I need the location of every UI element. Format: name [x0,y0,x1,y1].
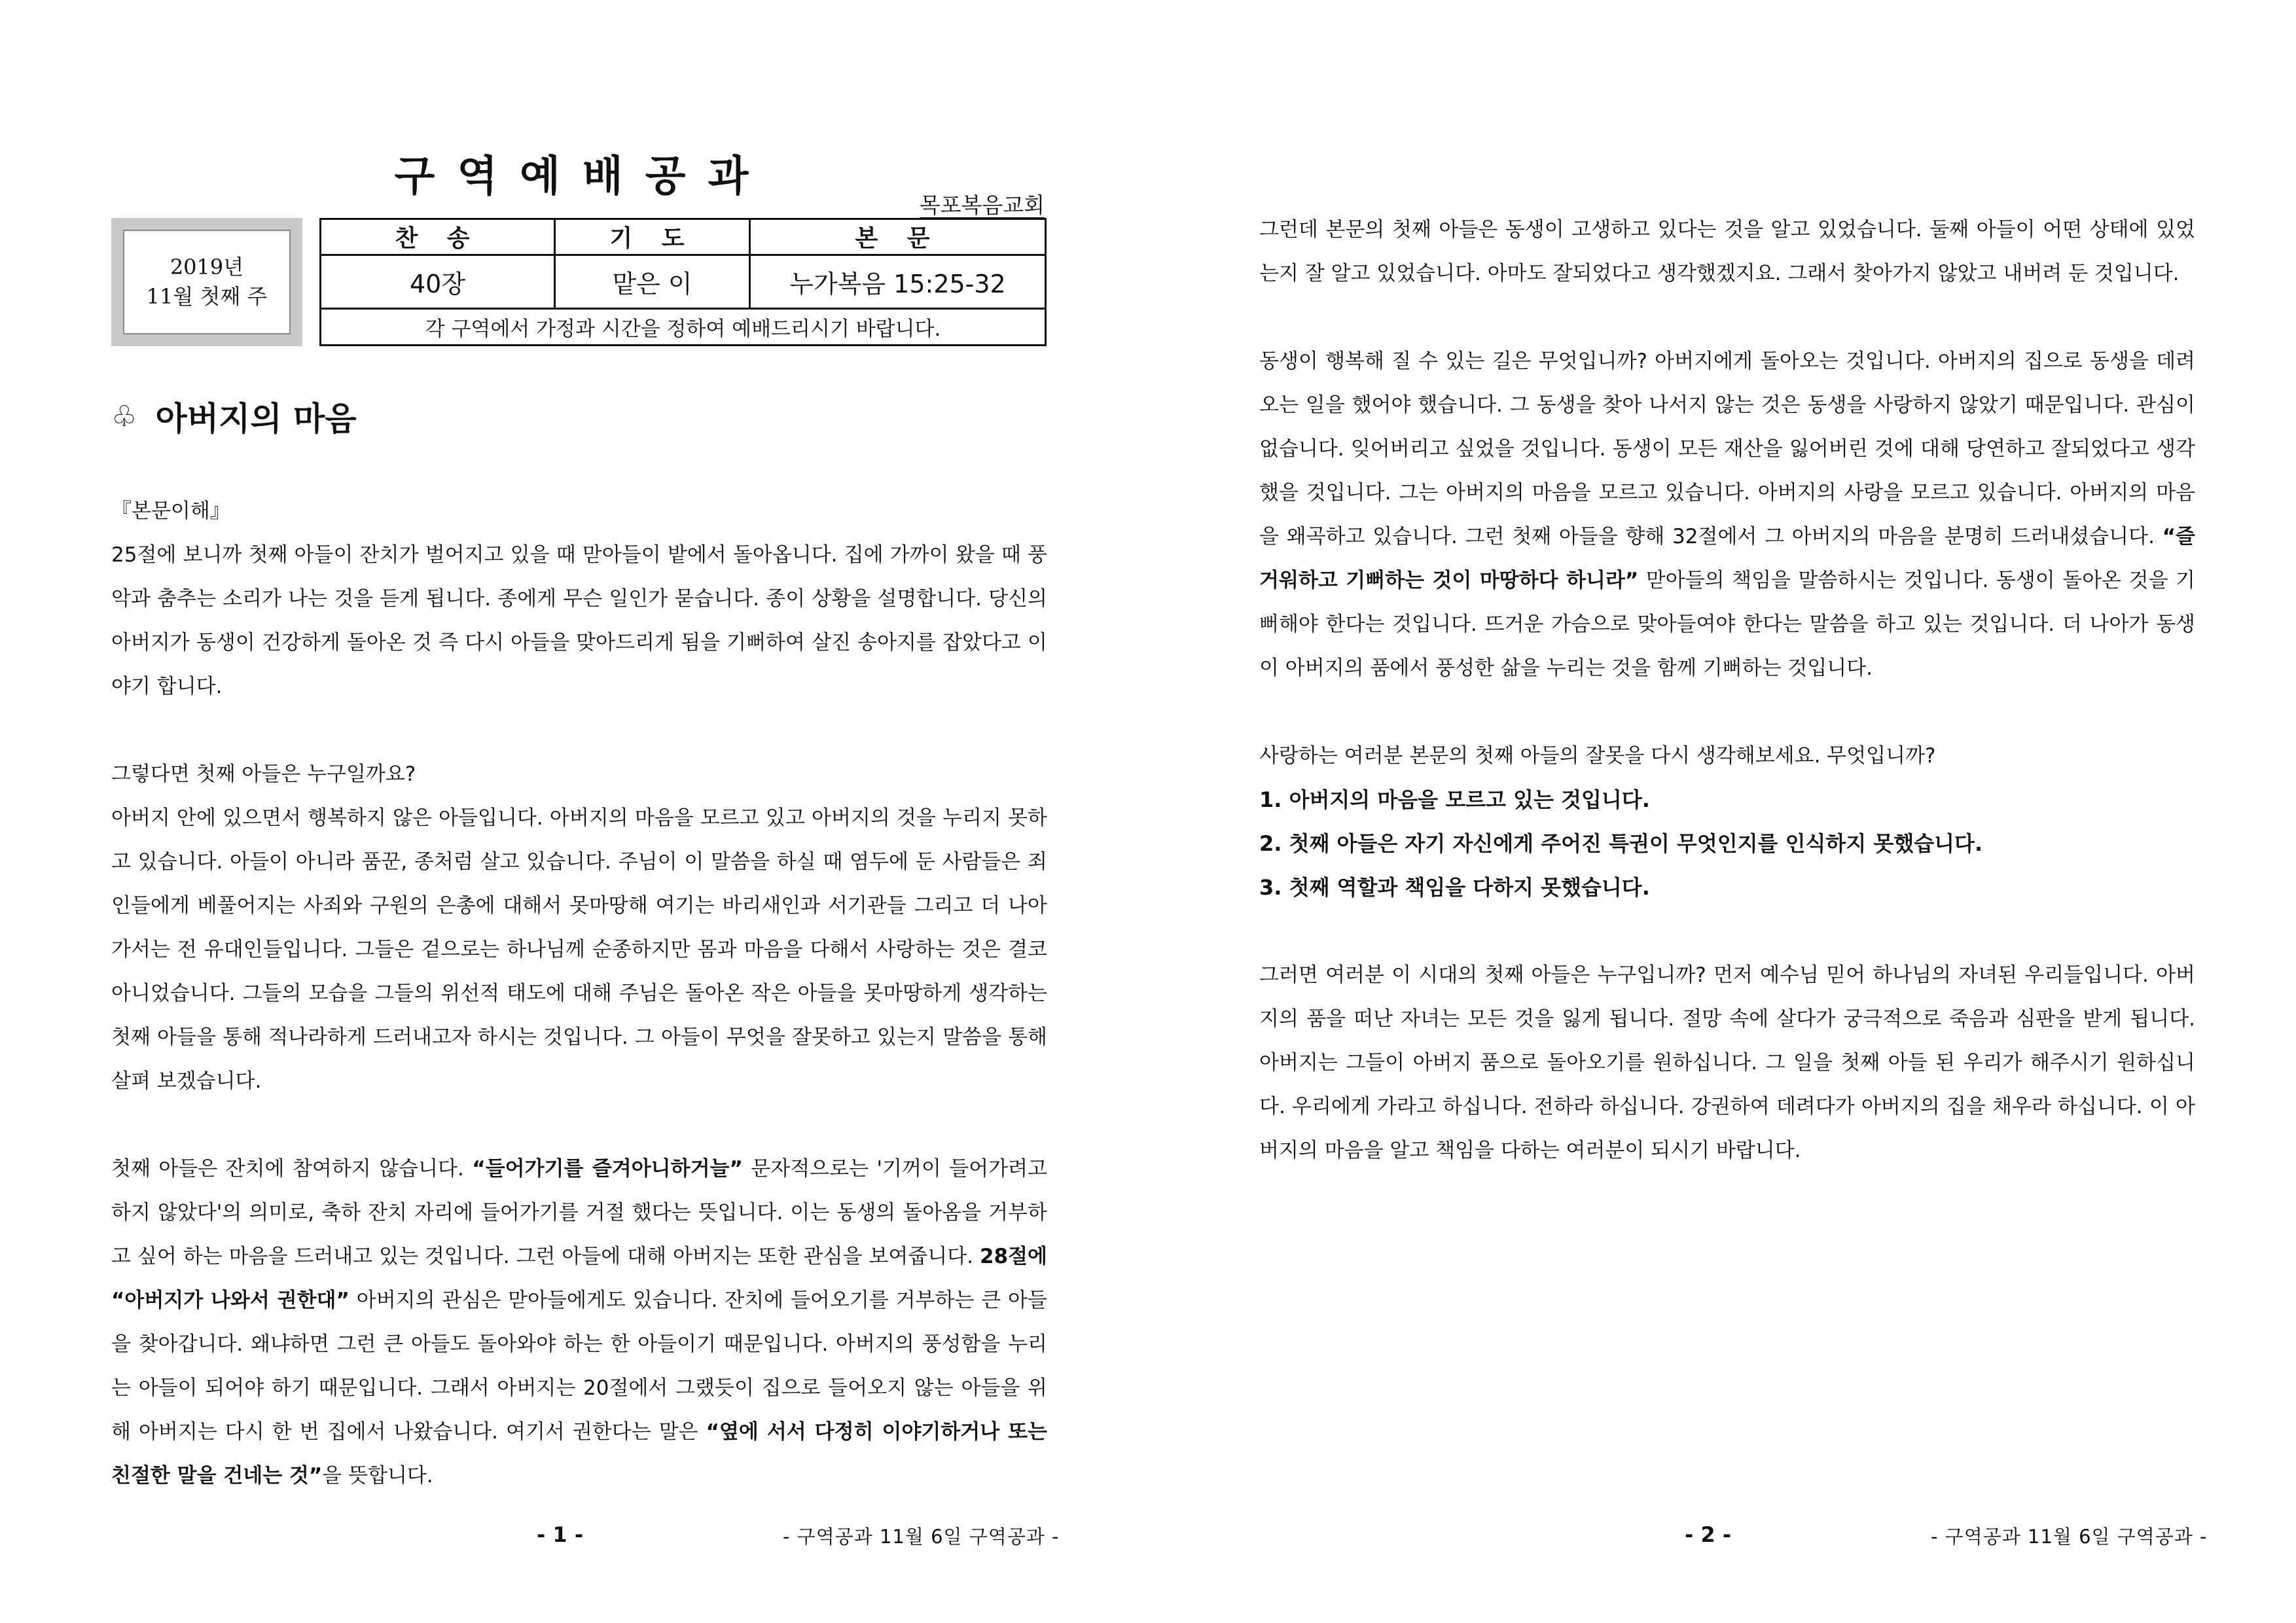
church-name: 목포복음교회 [919,192,1045,218]
hymn-value: 40장 [321,255,555,308]
page-number: - 2 - [1685,1522,1732,1547]
paragraph [1259,340,2195,690]
text-understanding-label: 『본문이해』 [111,499,230,523]
paragraph: 그러면 여러분 이 시대의 첫째 아들은 누구입니까? 먼저 예수님 믿어 하나님의 자녀된 우리들입니다. 아버지의 품을 떠난 자녀는 모든 것을 잃게 됩니다. 절망 속에 살다가 궁극적으로 죽음과 심판을 받게 됩니다. 아버지는 그들이 아버지 품으로 돌아오기를 원하십니다. 그 일을 첫째 아들 된 우리가 해주시기 원하십니다. 우리에게 가라고 하십니다. 전하라 하십니다. 강권하여 데려다가 아버지의 집을 채우라 하십니다. 이 아버지의 마음을 알고 책임을 다하는 여러분이 되시기 바랍니다. [1259,963,2195,1162]
page-footer: - 구역공과 11월 6일 구역공과 - [1931,1525,2208,1548]
bold-quote: “즐거워하고 기뻐하는 것이 마땅하다 하니라” [1259,525,2195,592]
page-number: - 1 - [537,1522,584,1547]
question: 사랑하는 여러분 본문의 첫째 아들의 잘못을 다시 생각해보세요. 무엇입니까? [1259,744,1936,768]
paragraph: 아버지 안에 있으면서 행복하지 않은 아들입니다. 아버지의 마음을 모르고 있고 아버지의 것을 누리지 못하고 있습니다. 아들이 아니라 품꾼, 종처럼 살고 있습니다. 주님이 이 말씀을 하실 때 염두에 둔 사람들은 죄인들에게 베풀어지는 사죄와 구원의 은총에 대해서 못마땅해 여기는 바리새인과 서기관들 그리고 더 나아가서는 전 유대인들입니다. 그들은 겉으로는 하나님께 순종하지만 몸과 마음을 다해서 사랑하는 것은 결코 아니었습니다. 그들의 모습을 그들의 위선적 태도에 대해 주님은 돌아온 작은 아들을 못마땅하게 생각하는 첫째 아들을 통해 적나라하게 드러내고자 하시는 것입니다. 그 아들이 무엇을 잘못하고 있는지 말씀을 통해 살펴 보겠습니다. [111,806,1047,1093]
page-footer: - 구역공과 11월 6일 구역공과 - [783,1525,1060,1548]
date-inner [123,230,291,334]
date-year: 2019년 [170,255,244,280]
header-prayer: 기 도 [555,219,750,255]
right-body [1259,208,2195,1173]
question: 그렇다면 첫째 아들은 누구일까요? [111,762,416,786]
table-note-row [321,309,1046,346]
header-hymn: 찬 송 [321,219,555,255]
bold-quote: 28절에 “아버지가 나와서 권한대” [111,1245,1047,1312]
bold-quote: “옆에 서서 다정히 이야기하거나 또는 친절한 말을 건네는 것” [111,1420,1047,1488]
page-title: 구역예배공과 [394,152,771,201]
header-scripture: 본 문 [750,219,1046,255]
section-title-text: 아버지의 마음 [155,400,357,438]
table-header-row [321,219,1046,255]
text-run: 문자적으로는 '기꺼이 들어가려고 하지 않았다'의 의미로, 축하 잔치 자리에 들어가기를 거절 했다는 뜻입니다. 이는 동생의 돌아옴을 거부하고 싶어 하는 마음을 드러내고 있는 것입니다. 그런 아들에 대해 아버지는 또한 관심을 보여줍니다. [111,1157,1048,1268]
list-item: 3. 첫째 역할과 책임을 다하지 못했습니다. [1259,875,1650,900]
paragraph [111,1147,1047,1498]
bold-quote: “들어가기를 즐겨아니하거늘” [472,1157,743,1181]
page-2 [1148,0,2296,1623]
table-value-row [321,255,1046,308]
worship-info-table [319,218,1047,346]
date-week: 11월 첫째 주 [146,284,268,309]
paragraph: 그런데 본문의 첫째 아들은 동생이 고생하고 있다는 것을 알고 있었습니다. 둘째 아들이 어떤 상태에 있었는지 잘 알고 있었습니다. 아마도 잘되었다고 생각했겠지요. 그래서 찾아가지 않았고 내버려 둔 것입니다. [1259,218,2195,285]
list-item: 1. 아버지의 마음을 모르고 있는 것입니다. [1259,787,1650,812]
list-item: 2. 첫째 아들은 자기 자신에게 주어진 특권이 무엇인지를 인식하지 못했습니다. [1259,831,1983,856]
text-run: 아버지의 관심은 맏아들에게도 있습니다. 잔치에 들어오기를 거부하는 큰 아들을 찾아갑니다. 왜냐하면 그런 큰 아들도 돌아와야 하는 한 아들이기 때문입니다. 아버지의 풍성함을 누리는 아들이 되어야 하기 때문입니다. 그래서 아버지는 20절에서 그랬듯이 집으로 들어오지 않는 아들을 위해 아버지는 다시 한 번 집에서 나왔습니다. 여기서 권한다는 말은 [111,1289,1048,1444]
text-run: 맏아들의 책임을 말씀하시는 것입니다. 동생이 돌아온 것을 기뻐해야 한다는 것입니다. 뜨거운 가슴으로 맞아들여야 한다는 말씀을 하고 있는 것입니다. 더 나아가 동생이 아버지의 품에서 풍성한 삶을 누리는 것을 함께 기뻐하는 것입니다. [1259,569,2196,680]
table-note: 각 구역에서 가정과 시간을 정하여 예배드리시기 바랍니다. [321,309,1046,346]
scripture-value: 누가복음 15:25-32 [750,255,1046,308]
text-run: 동생이 행복해 질 수 있는 길은 무엇입니까? 아버지에게 돌아오는 것입니다. 아버지의 집으로 동생을 데려오는 일을 했어야 했습니다. 그 동생을 찾아 나서지 않는 것은 동생을 사랑하지 않았기 때문입니다. 관심이 없습니다. 잊어버리고 싶었을 것입니다. 동생이 모든 재산을 잃어버린 것에 대해 당연하고 잘되었다고 생각했을 것입니다. 그는 아버지의 마음을 모르고 있습니다. 아버지의 사랑을 모르고 있습니다. 아버지의 마음을 왜곡하고 있습니다. 그런 첫째 아들을 향해 32절에서 그 아버지의 마음을 분명히 드러내셨습니다. [1259,349,2195,548]
section-heading [111,393,357,440]
paragraph: 25절에 보니까 첫째 아들이 잔치가 벌어지고 있을 때 맏아들이 밭에서 돌아옵니다. 집에 가까이 왔을 때 풍악과 춤추는 소리가 나는 것을 듣게 됩니다. 종에게 무슨 일인가 묻습니다. 종이 상황을 설명합니다. 당신의 아버지가 동생이 건강하게 돌아온 것 즉 다시 아들을 맞아드리게 됨을 기뻐하여 살진 송아지를 잡았다고 이야기 합니다. [111,543,1047,698]
text-run: 첫째 아들은 잔치에 참여하지 않습니다. [111,1157,473,1181]
left-body [111,490,1047,1498]
prayer-value: 맡은 이 [555,255,750,308]
club-icon: ♧ [111,399,137,433]
date-box [111,218,302,346]
text-run: 을 뜻합니다. [322,1464,433,1488]
